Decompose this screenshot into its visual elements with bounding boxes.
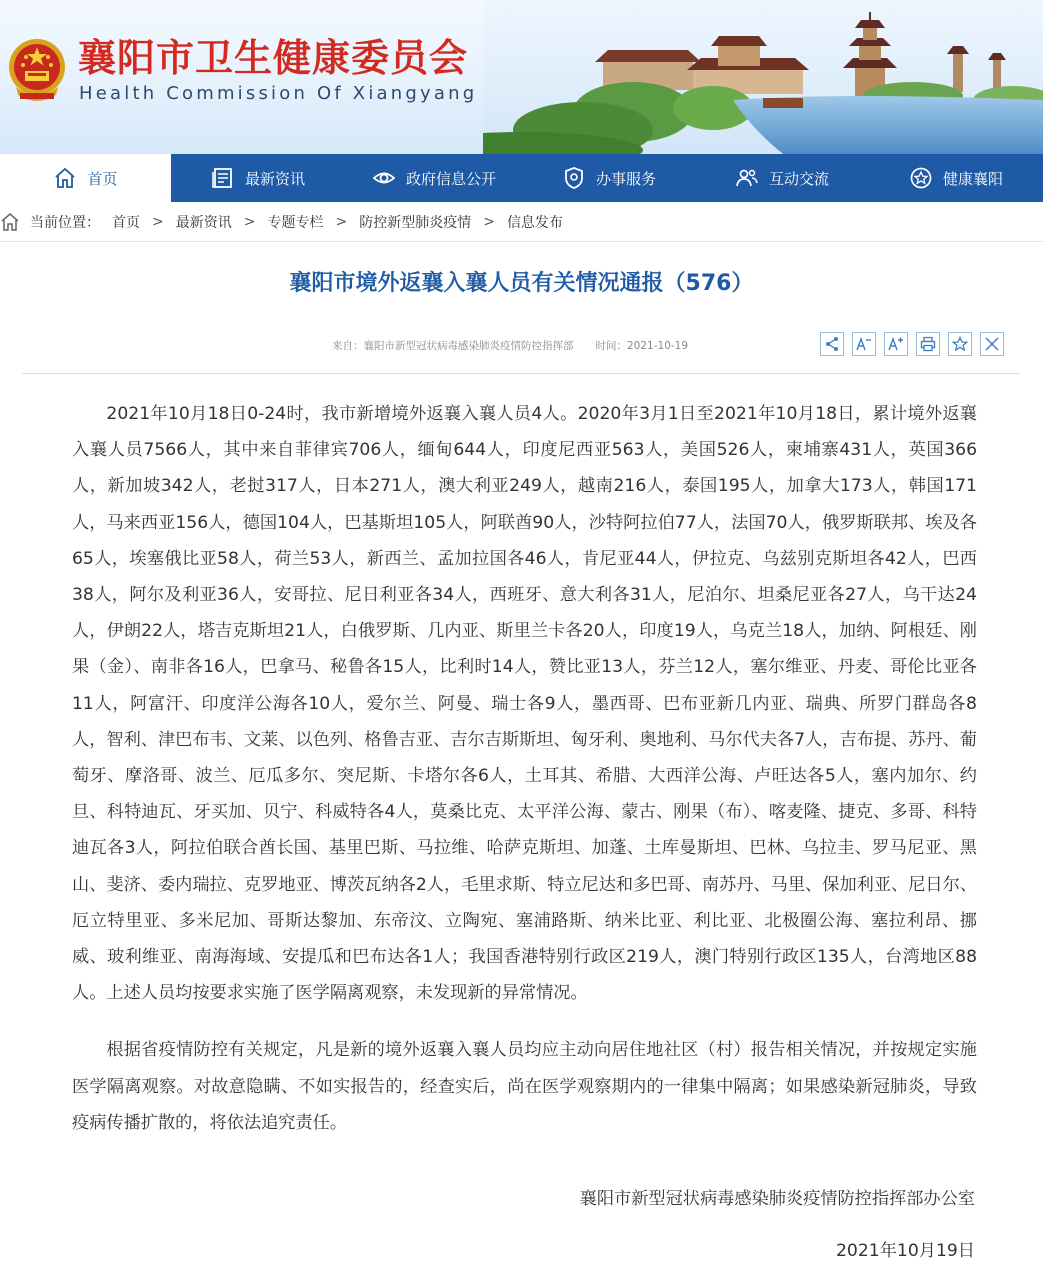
nav-item-interaction[interactable] <box>695 154 869 202</box>
main-nav <box>0 154 1043 202</box>
nav-item-news[interactable] <box>171 154 345 202</box>
breadcrumb-separator: > <box>152 214 164 230</box>
breadcrumb-separator: > <box>243 214 256 230</box>
nav-item-home[interactable] <box>0 154 171 202</box>
nav-item-label: 首页 <box>87 169 118 188</box>
article-meta <box>332 338 688 353</box>
time-value: 2021-10-19 <box>627 340 689 352</box>
source-value: 襄阳市新型冠状病毒感染肺炎疫情防控指挥部 <box>363 340 574 352</box>
news-icon <box>211 166 235 190</box>
nav-item-label: 最新资讯 <box>244 169 305 188</box>
eye-icon <box>372 166 396 190</box>
favorite-icon <box>952 336 968 352</box>
close-icon <box>984 336 1000 352</box>
breadcrumb-link-news[interactable]: 最新资讯 <box>175 215 232 231</box>
breadcrumb-separator: > <box>483 214 495 230</box>
article-title: 襄阳市境外返襄入襄人员有关情况通报（576） <box>289 271 754 296</box>
nav-item-services[interactable] <box>523 154 695 202</box>
font-decrease-button[interactable] <box>852 332 876 356</box>
nav-item-label: 办事服务 <box>595 169 656 188</box>
breadcrumb-link-home[interactable]: 首页 <box>112 215 140 231</box>
header-scenery-illustration <box>483 0 1043 154</box>
time-label: 时间： <box>595 340 627 352</box>
font-increase-icon <box>888 336 904 352</box>
close-button[interactable] <box>980 332 1004 356</box>
favorite-button[interactable] <box>948 332 972 356</box>
title-divider <box>22 373 1020 374</box>
article-paragraph: 根据省疫情防控有关规定，凡是新的境外返襄入襄人员均应主动向居住地社区（村）报告相关情况，并按规定实施医学隔离观察。对故意隐瞒、不如实报告的，经查实后，尚在医学观察期内的一律集中隔离；如果感染新冠肺炎，导致疫病传播扩散的，将依法追究责任。 <box>72 1040 977 1133</box>
site-header <box>0 0 1043 154</box>
star-badge-icon <box>909 166 933 190</box>
home-icon <box>53 166 77 190</box>
article-date: 2021年10月19日 <box>835 1241 975 1261</box>
nav-item-label: 互动交流 <box>768 169 829 188</box>
breadcrumb-link-release[interactable]: 信息发布 <box>506 215 563 231</box>
print-icon <box>920 336 936 352</box>
nav-item-label: 健康襄阳 <box>942 169 1003 188</box>
home-icon <box>0 212 20 232</box>
share-icon <box>824 336 840 352</box>
source-label: 来自： <box>332 340 364 352</box>
nav-item-label: 政府信息公开 <box>405 169 496 188</box>
article-paragraph: 2021年10月18日0-24时，我市新增境外返襄入襄人员4人。2020年3月1日至2021年10月18日，累计境外返襄入襄人员7566人，其中来自菲律宾706人，缅甸644人，印度尼西亚563人，美国526人，柬埔寨431人，英国366人，新加坡342人，老挝317人，日本271人，澳大利亚249人，越南216人，泰国195人，加拿大173人，韩国171人，马来西亚156人，德国104人，巴基斯坦105人，阿联酋90人，沙特阿拉伯77人，法国70人，俄罗斯联邦、埃及各65人，埃塞俄比亚58人，荷兰53人，新西兰、孟加拉国各46人，肯尼亚44人，伊拉克、乌兹别克斯坦各42人，巴西38人，阿尔及利亚36人，安哥拉、尼日利亚各34人，西班牙、意大利各31人，尼泊尔、坦桑尼亚各27人，乌干达24人，伊朗22人，塔吉克斯坦21人，白俄罗斯、几内亚、斯里兰卡各20人，印度19人，乌克兰18人，加纳、阿根廷、刚果（金）、南非各16人，巴拿马、秘鲁各15人，比利时14人，赞比亚13人，芬兰12人，塞尔维亚、丹麦、哥伦比亚各11人，阿富汗、印度洋公海各10人，爱尔兰、阿曼、瑞士各9人，墨西哥、巴布亚新几内亚、瑞典、所罗门群岛各8人，智利、津巴布韦、文莱、以色列、格鲁吉亚、吉尔吉斯斯坦、匈牙利、奥地利、马尔代夫各7人，吉布提、苏丹、葡萄牙、摩洛哥、波兰、厄瓜多尔、突尼斯、卡塔尔各6人，土耳其、希腊、大西洋公海、卢旺达各5人，塞内加尔、约旦、科特迪瓦、牙买加、贝宁、科威特各4人，莫桑比克、太平洋公海、蒙古、刚果（布）、喀麦隆、捷克、多哥、科特迪瓦各3人，阿拉伯联合酋长国、基里巴斯、马拉维、哈萨克斯坦、加蓬、土库曼斯坦、巴林、乌拉圭、罗马尼亚、黑山、斐济、委内瑞拉、克罗地亚、博茨瓦纳各2人，毛里求斯、特立尼达和多巴哥、南苏丹、马里、保加利亚、尼日尔、厄立特里亚、多米尼加、哥斯达黎加、东帝汶、立陶宛、塞浦路斯、纳米比亚、利比亚、北极圈公海、塞拉利昂、挪威、玻利维亚、南海海域、安提瓜和巴布达各1人；我国香港特别行政区219人，澳门特别行政区135人，台湾地区88人。上述人员均按要求实施了医学隔离观察，未发现新的异常情况。 <box>72 404 978 1004</box>
national-emblem-logo <box>6 37 68 103</box>
font-increase-button[interactable] <box>884 332 908 356</box>
breadcrumb-link-epidemic[interactable]: 防控新型肺炎疫情 <box>359 215 472 231</box>
article-signature: 襄阳市新型冠状病毒感染肺炎疫情防控指挥部办公室 <box>579 1189 975 1209</box>
breadcrumb-separator: > <box>335 214 348 230</box>
font-decrease-icon <box>856 336 872 352</box>
nav-item-gov-info[interactable] <box>345 154 523 202</box>
nav-item-healthy-xiangyang[interactable] <box>869 154 1043 202</box>
share-button[interactable] <box>820 332 844 356</box>
site-subtitle: Health Commission Of Xiangyang <box>79 83 478 104</box>
article-toolbar <box>820 332 1004 356</box>
breadcrumb-prefix: 当前位置： <box>30 215 100 231</box>
print-button[interactable] <box>916 332 940 356</box>
breadcrumb-link-topics[interactable]: 专题专栏 <box>267 215 324 231</box>
shield-icon <box>562 166 586 190</box>
breadcrumb <box>0 203 1043 242</box>
people-icon <box>735 166 759 190</box>
site-title: 襄阳市卫生健康委员会 <box>78 36 469 80</box>
article-body <box>72 396 977 1141</box>
